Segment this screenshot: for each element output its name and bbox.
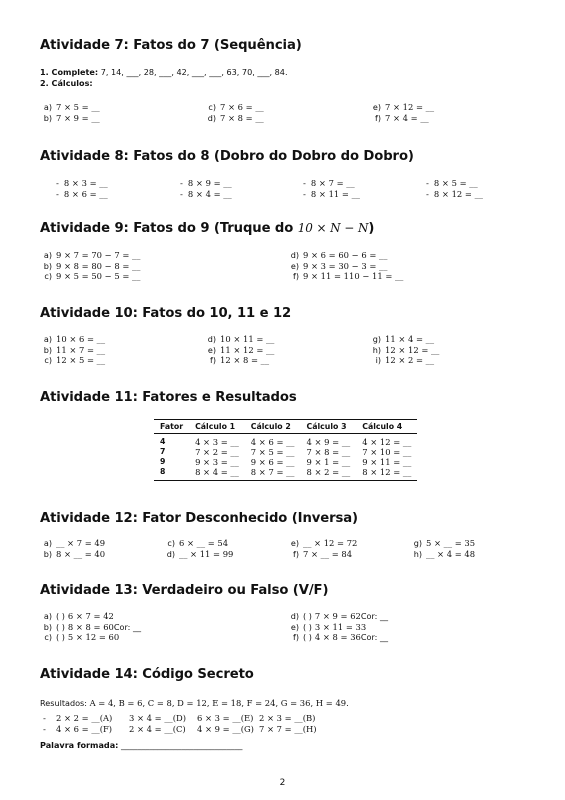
expression[interactable]: 7 × 9 = __ xyxy=(56,112,100,123)
item-label: i) xyxy=(375,355,381,365)
sequence-text: 7, 14, ___, 28, ___, 42, ___, ___, 63, 70, ___, 84. xyxy=(100,67,288,77)
activity11-title: Atividade 11: Fatores e Resultados xyxy=(40,390,297,405)
exercise-item xyxy=(287,622,366,633)
exercise-item xyxy=(40,345,105,356)
exercise-item xyxy=(40,250,140,261)
exercise-item xyxy=(56,189,108,200)
item-label: f) xyxy=(209,355,216,365)
color-field[interactable]: Cor: __ xyxy=(360,611,389,621)
exercise-item xyxy=(40,549,105,560)
bullet: - xyxy=(180,178,183,188)
expression[interactable]: 7 × __ = 84 xyxy=(303,548,353,559)
exercise-item xyxy=(40,611,114,622)
item-label: c) xyxy=(44,271,52,281)
expression[interactable]: 8 × 6 = __ xyxy=(63,188,108,199)
calc-cell[interactable]: 4 × 6 = __ xyxy=(250,437,295,447)
expression[interactable]: __ × 12 = 72 xyxy=(303,538,358,548)
table-row xyxy=(154,457,417,467)
activity10-title: Atividade 10: Fatos do 10, 11 e 12 xyxy=(40,306,292,321)
expression[interactable]: 7 × 9 = 62 xyxy=(314,611,361,621)
expression[interactable]: 10 × 6 = __ xyxy=(56,334,106,344)
exercise-item xyxy=(426,178,478,189)
exercise-item xyxy=(40,113,100,124)
exercise-item xyxy=(40,538,105,549)
exercise-item xyxy=(287,538,357,549)
exercise-item xyxy=(163,538,228,549)
item-label: d) xyxy=(207,334,216,344)
factors-table-wrap xyxy=(154,419,417,481)
item-label: f) xyxy=(292,271,299,281)
expression[interactable]: 11 × 4 = __ xyxy=(385,334,435,344)
exercise-item xyxy=(204,113,264,124)
calc-cell[interactable]: 4 × 3 = __ xyxy=(195,437,239,447)
item-label: a) xyxy=(43,102,52,112)
expression[interactable]: 3 × 11 = 33 xyxy=(314,621,367,632)
checkbox-paren[interactable]: ( ) xyxy=(56,611,65,621)
item-label: c) xyxy=(44,632,52,642)
exercise-item xyxy=(40,355,105,366)
item-label: d) xyxy=(290,250,299,260)
bullet: - xyxy=(56,178,59,188)
code-item[interactable]: 6 × 3 = __(E) xyxy=(197,713,254,723)
item-label: e) xyxy=(290,621,299,632)
expression[interactable]: 10 × 11 = __ xyxy=(220,334,275,344)
expression[interactable]: 12 × 2 = __ xyxy=(385,355,435,365)
table-row xyxy=(154,434,417,448)
exercise-item xyxy=(204,355,269,366)
exercise-item xyxy=(287,271,403,282)
bullet: - xyxy=(43,723,46,734)
exercise-item xyxy=(287,261,387,272)
bullet: - xyxy=(426,178,429,188)
exercise-item xyxy=(204,345,274,356)
bullet: - xyxy=(303,188,306,199)
exercise-item xyxy=(40,622,141,633)
exercise-item xyxy=(426,189,483,200)
table-row xyxy=(154,447,417,457)
item-label: h) xyxy=(413,548,422,559)
bullet: - xyxy=(426,188,429,199)
exercise-item xyxy=(180,189,232,200)
activity7-complete xyxy=(40,67,288,78)
exercise-item xyxy=(287,549,352,560)
factor-cell: 4 xyxy=(160,437,166,446)
exercise-item xyxy=(287,632,388,643)
exercise-item xyxy=(40,632,119,643)
code-item[interactable]: 2 × 2 = __(A) xyxy=(56,713,113,723)
exercise-item xyxy=(369,345,439,356)
exercise-item xyxy=(410,549,475,560)
expression[interactable]: 9 × 7 = 70 − 7 = __ xyxy=(56,250,141,260)
expression[interactable]: 8 × 7 = __ xyxy=(310,178,355,188)
factor-cell: 7 xyxy=(160,447,166,456)
exercise-item xyxy=(180,178,232,189)
expression[interactable]: 11 × 7 = __ xyxy=(56,344,106,355)
table-header-row xyxy=(154,420,417,434)
item-label: a) xyxy=(43,334,52,344)
calc-cell[interactable]: 8 × 4 = __ xyxy=(195,467,239,477)
code-item[interactable]: 4 × 9 = __(G) xyxy=(197,723,254,734)
item-label: f) xyxy=(374,112,381,123)
expression[interactable]: 8 × 11 = __ xyxy=(310,188,360,199)
item-label: e) xyxy=(372,102,381,112)
factor-cell: 9 xyxy=(160,457,166,466)
expression[interactable]: __ × 7 = 49 xyxy=(56,538,106,548)
expression[interactable]: 9 × 3 = 30 − 3 = __ xyxy=(303,260,388,271)
item-label: e) xyxy=(207,344,216,355)
exercise-item xyxy=(163,549,233,560)
calc-cell[interactable]: 8 × 7 = __ xyxy=(250,467,295,477)
results-line xyxy=(40,698,349,709)
complete-label: 1. Complete: xyxy=(40,67,99,77)
item-label: c) xyxy=(208,102,216,112)
calc-cell[interactable]: 4 × 9 = __ xyxy=(306,437,351,447)
calc-cell[interactable]: 8 × 12 = __ xyxy=(362,467,412,477)
calc-cell[interactable]: 7 × 10 = __ xyxy=(362,447,412,457)
exercise-item xyxy=(287,250,387,261)
exercise-item xyxy=(56,178,108,189)
exercise-item xyxy=(40,334,105,345)
expression[interactable]: 7 × 12 = __ xyxy=(385,102,435,112)
expression[interactable]: 8 × 3 = __ xyxy=(63,178,108,188)
expression[interactable]: 9 × 8 = 80 − 8 = __ xyxy=(56,260,141,271)
column-header: Cálculo 1 xyxy=(195,422,236,431)
expression[interactable]: 8 × 12 = __ xyxy=(433,188,483,199)
calc-cell[interactable]: 8 × 2 = __ xyxy=(306,467,351,477)
checkbox-paren[interactable]: ( ) xyxy=(56,632,65,642)
expression[interactable]: 8 × 8 = 60 xyxy=(67,621,114,632)
expression[interactable]: 8 × 5 = __ xyxy=(433,178,478,188)
expression[interactable]: 4 × 8 = 36 xyxy=(314,632,361,642)
checkbox-paren[interactable]: ( ) xyxy=(303,611,312,621)
bullet: - xyxy=(43,713,46,723)
bullet: - xyxy=(180,188,183,199)
factors-table xyxy=(154,419,417,481)
expression[interactable]: 8 × __ = 40 xyxy=(56,548,106,559)
exercise-item xyxy=(369,113,429,124)
code-item[interactable]: 2 × 4 = __(C) xyxy=(129,723,186,734)
checkbox-paren[interactable]: ( ) xyxy=(56,621,65,632)
item-label: b) xyxy=(43,621,52,632)
exercise-item xyxy=(369,334,434,345)
item-label: b) xyxy=(43,260,52,271)
exercise-item xyxy=(303,189,360,200)
exercise-item xyxy=(303,178,355,189)
calc-cell[interactable]: 9 × 3 = __ xyxy=(195,457,239,467)
calculations-label: 2. Cálculos: xyxy=(40,78,93,88)
factor-cell: 8 xyxy=(160,467,166,476)
bullet: - xyxy=(303,178,306,188)
exercise-item xyxy=(40,271,140,282)
table-row xyxy=(154,467,417,481)
expression[interactable]: 6 × 7 = 42 xyxy=(67,611,114,621)
expression[interactable]: 7 × 4 = __ xyxy=(385,112,429,123)
expression[interactable]: __ × 4 = 48 xyxy=(426,548,476,559)
column-header: Fator xyxy=(160,422,184,431)
code-item[interactable]: 7 × 7 = __(H) xyxy=(259,723,317,734)
column-header: Cálculo 4 xyxy=(362,422,403,431)
item-label: a) xyxy=(43,538,52,548)
calc-cell[interactable]: 9 × 11 = __ xyxy=(362,457,412,467)
results-values: A = 4, B = 6, C = 8, D = 12, E = 18, F = 24, G = 36, H = 49. xyxy=(89,698,349,708)
calc-cell[interactable]: 9 × 6 = __ xyxy=(250,457,295,467)
code-item[interactable]: 4 × 6 = __(F) xyxy=(56,723,113,734)
item-label: h) xyxy=(372,344,381,355)
code-item[interactable]: 3 × 4 = __(D) xyxy=(129,713,186,723)
column-header: Cálculo 2 xyxy=(250,422,291,431)
item-label: d) xyxy=(290,611,299,621)
calc-cell[interactable]: 7 × 5 = __ xyxy=(250,447,295,457)
checkbox-paren[interactable]: ( ) xyxy=(303,632,312,642)
expression[interactable]: 5 × __ = 35 xyxy=(426,538,476,548)
expression[interactable]: 8 × 9 = __ xyxy=(187,178,232,188)
item-label: c) xyxy=(167,538,175,548)
item-label: g) xyxy=(413,538,422,548)
item-label: f) xyxy=(292,548,299,559)
exercise-item xyxy=(40,261,140,272)
activity13-title: Atividade 13: Verdadeiro ou Falso (V/F) xyxy=(40,583,329,598)
expression[interactable]: 7 × 5 = __ xyxy=(56,102,100,112)
expression[interactable]: 7 × 6 = __ xyxy=(220,102,264,112)
expression[interactable]: 9 × 6 = 60 − 6 = __ xyxy=(303,250,388,260)
calc-cell[interactable]: 7 × 8 = __ xyxy=(306,447,351,457)
expression[interactable]: 5 × 12 = 60 xyxy=(67,632,120,642)
checkbox-paren[interactable]: ( ) xyxy=(303,621,312,632)
color-field[interactable]: Cor: __ xyxy=(113,621,142,632)
item-label: e) xyxy=(290,260,299,271)
item-label: c) xyxy=(44,355,52,365)
item-label: g) xyxy=(372,334,381,344)
formed-word-line[interactable]: ______________________________ xyxy=(121,740,243,750)
page-number: 2 xyxy=(279,778,286,788)
item-label: f) xyxy=(292,632,299,642)
activity9-title: Atividade 9: Fatos do 9 (Truque do 10 × N − N) xyxy=(40,221,375,236)
expression[interactable]: 9 × 11 = 110 − 11 = __ xyxy=(303,271,404,281)
exercise-item xyxy=(204,334,274,345)
column-header: Cálculo 3 xyxy=(306,422,347,431)
exercise-item xyxy=(287,611,388,622)
calc-cell[interactable]: 4 × 12 = __ xyxy=(362,437,412,447)
activity12-title: Atividade 12: Fator Desconhecido (Inversa) xyxy=(40,511,358,526)
exercise-item xyxy=(410,538,475,549)
expression[interactable]: 9 × 5 = 50 − 5 = __ xyxy=(56,271,141,281)
calc-cell[interactable]: 7 × 2 = __ xyxy=(195,447,239,457)
activity8-title: Atividade 8: Fatos do 8 (Dobro do Dobro do Dobro) xyxy=(40,149,414,164)
bullet: - xyxy=(56,188,59,199)
activity7-title: Atividade 7: Fatos do 7 (Sequência) xyxy=(40,38,302,53)
item-label: b) xyxy=(43,548,52,559)
expression[interactable]: 11 × 12 = __ xyxy=(220,344,275,355)
item-label: d) xyxy=(166,548,175,559)
expression[interactable]: 12 × 5 = __ xyxy=(56,355,106,365)
activity14-title: Atividade 14: Código Secreto xyxy=(40,667,254,682)
item-label: e) xyxy=(290,538,299,548)
expression[interactable]: 7 × 8 = __ xyxy=(220,112,264,123)
item-label: a) xyxy=(43,611,52,621)
expression[interactable]: 8 × 4 = __ xyxy=(187,188,232,199)
exercise-item xyxy=(40,102,100,113)
item-label: b) xyxy=(43,344,52,355)
expression[interactable]: 12 × 8 = __ xyxy=(220,355,270,365)
code-item[interactable]: 2 × 3 = __(B) xyxy=(259,713,316,723)
exercise-item xyxy=(369,102,434,113)
expression[interactable]: 6 × __ = 54 xyxy=(179,538,229,548)
color-field[interactable]: Cor: __ xyxy=(360,632,389,642)
item-label: d) xyxy=(207,112,216,123)
formed-word xyxy=(40,740,242,751)
expression[interactable]: 12 × 12 = __ xyxy=(385,344,440,355)
exercise-item xyxy=(369,355,434,366)
exercise-item xyxy=(204,102,264,113)
item-label: a) xyxy=(43,250,52,260)
item-label: b) xyxy=(43,112,52,123)
calc-cell[interactable]: 9 × 1 = __ xyxy=(306,457,351,467)
results-label: Resultados: xyxy=(40,698,90,708)
expression[interactable]: __ × 11 = 99 xyxy=(179,548,234,559)
formed-word-label: Palavra formada: xyxy=(40,740,119,750)
